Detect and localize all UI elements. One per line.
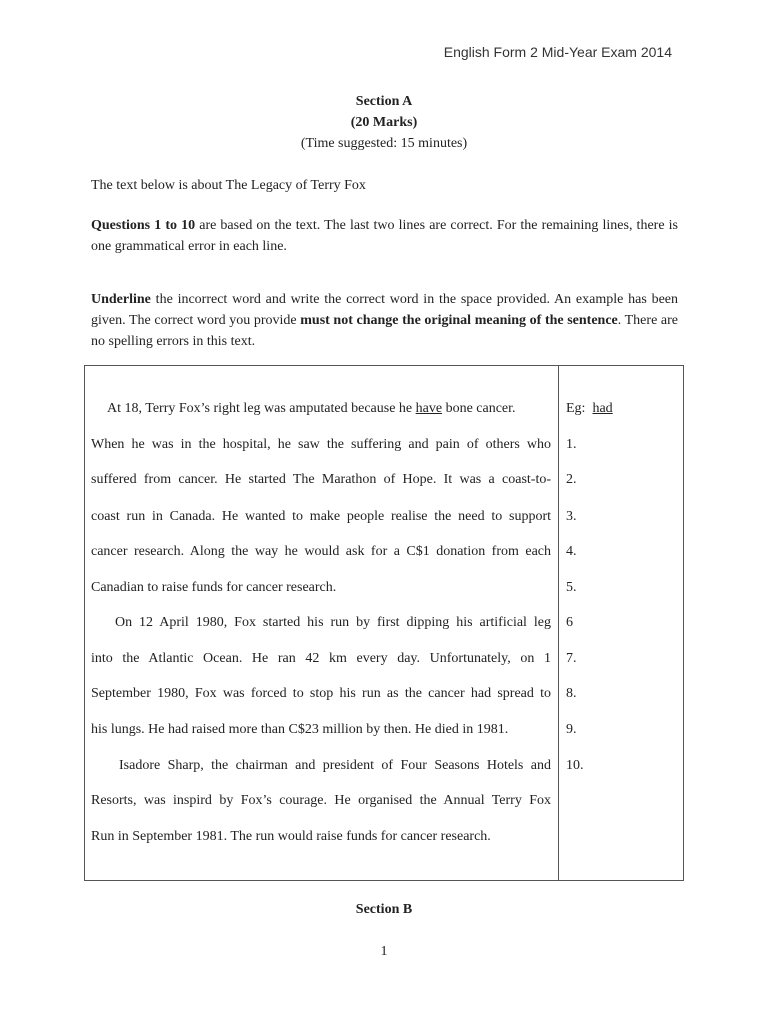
answer-slot-9[interactable]: 9.: [566, 722, 577, 737]
page-number: 1: [380, 944, 388, 959]
underline-end: . There are no spelling errors in this text.: [91, 313, 678, 349]
answer-slot-10[interactable]: 10.: [566, 758, 584, 773]
underline-mid: the incorrect word and write the correct word in the space provided. An example has been given. The correct word you provide: [91, 292, 678, 328]
example-error-word: have: [415, 401, 443, 416]
passage-line-9: his lungs. He had raised more than C$23 million by then. He died in 1981.: [91, 722, 509, 737]
answer-slot-3[interactable]: 3.: [566, 509, 577, 524]
passage-line-0-post: bone cancer.: [442, 401, 516, 416]
passage-line-1: When he was in the hospital, he saw the suffering and pain of others who: [91, 437, 551, 452]
underline-bold: must not change the original meaning of the sentence: [300, 313, 618, 328]
passage-line-6: On 12 April 1980, Fox started his run by first dipping his artificial leg: [115, 615, 551, 630]
passage-line-2: suffered from cancer. He started The Marathon of Hope. It was a coast-to-: [91, 472, 551, 487]
underline-lead: Underline: [91, 292, 151, 307]
passage-line-8: September 1980, Fox was forced to stop his run as the cancer had spread to: [91, 686, 551, 701]
example-label: Eg:: [566, 401, 586, 416]
passage-line-5: Canadian to raise funds for cancer research.: [91, 580, 337, 595]
passage-line-12: Run in September 1981. The run would raise funds for cancer research.: [91, 829, 491, 844]
passage-line-10: Isadore Sharp, the chairman and president of Four Seasons Hotels and: [119, 758, 551, 773]
section-a-time: (Time suggested: 15 minutes): [300, 136, 468, 151]
intro-text: The text below is about The Legacy of Terry Fox: [91, 178, 366, 193]
passage-line-0-pre: At 18, Terry Fox’s right leg was amputated because he: [107, 401, 416, 416]
underline-instruction: [91, 289, 678, 352]
exam-header: English Form 2 Mid-Year Exam 2014: [443, 44, 672, 60]
questions-instruction: [91, 215, 678, 257]
example-answer: [566, 401, 613, 417]
answer-slot-6[interactable]: 6: [566, 615, 573, 630]
answer-slot-5[interactable]: 5.: [566, 580, 577, 595]
questions-lead: Questions 1 to 10: [91, 218, 196, 233]
answer-column-divider: [558, 365, 559, 881]
passage-line-4: cancer research. Along the way he would ask for a C$1 donation from each: [91, 544, 551, 559]
answer-slot-8[interactable]: 8.: [566, 686, 577, 701]
answer-slot-1[interactable]: 1.: [566, 437, 577, 452]
section-a-title: Section A: [355, 94, 413, 109]
example-correct-word: had: [592, 401, 613, 416]
passage-line-3: coast run in Canada. He wanted to make people realise the need to support: [91, 509, 551, 524]
answer-slot-2[interactable]: 2.: [566, 472, 577, 487]
answer-slot-4[interactable]: 4.: [566, 544, 577, 559]
answer-slot-7[interactable]: 7.: [566, 651, 577, 666]
passage-line-11: Resorts, was inspird by Fox’s courage. He organised the Annual Terry Fox: [91, 793, 551, 808]
passage-line-0: [107, 401, 551, 417]
questions-rest: are based on the text. The last two lines are correct. For the remaining lines, there is one grammatical error in each line.: [91, 218, 678, 254]
section-b-title: Section B: [355, 902, 413, 917]
passage-line-7: into the Atlantic Ocean. He ran 42 km every day. Unfortunately, on 1: [91, 651, 551, 666]
section-a-marks: (20 Marks): [350, 115, 418, 130]
